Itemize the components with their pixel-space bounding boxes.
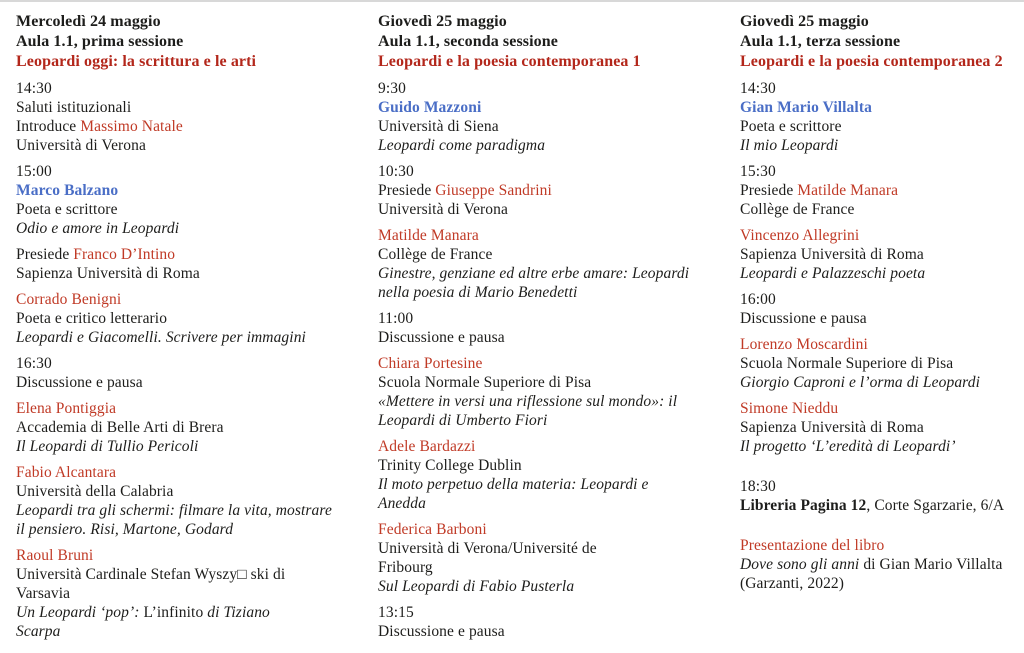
person-name: Giuseppe Sandrini (435, 182, 552, 199)
person-name: Massimo Natale (80, 118, 183, 135)
text-segment: Scuola Normale Superiore di Pisa (378, 374, 592, 391)
text-segment: L’infinito (143, 604, 204, 621)
program-line (378, 264, 708, 283)
program-line (16, 584, 346, 603)
program-block (16, 546, 346, 641)
program-block (16, 290, 346, 347)
text-segment: Trinity College Dublin (378, 457, 522, 474)
text-segment: Accademia di Belle Arti di Brera (16, 419, 224, 436)
text-segment: Leopardi di Umberto Fiori (378, 412, 548, 429)
program-column-2 (378, 12, 708, 648)
text-segment: Leopardi tra gli schermi: filmare la vita, mostrare (16, 502, 332, 519)
text-segment: Fribourg (378, 559, 433, 576)
text-segment: 15:30 (740, 163, 776, 180)
text-segment: Discussione e pausa (378, 623, 505, 640)
text-segment: Varsavia (16, 585, 71, 602)
program-line (740, 574, 1024, 593)
person-name: Simone Nieddu (740, 400, 839, 417)
text-segment: Ginestre, genziane ed altre erbe amare: Leopardi (378, 265, 690, 282)
program-line (378, 283, 708, 302)
text-segment: di Gian Mario Villalta (859, 556, 1003, 573)
program-line (16, 603, 346, 622)
person-name: Gian Mario Villalta (740, 99, 872, 116)
text-segment: Sapienza Università di Roma (740, 419, 924, 436)
column-header (16, 12, 346, 72)
program-line (16, 245, 346, 264)
program-line (16, 520, 346, 539)
program-line (378, 245, 708, 264)
text-segment: Dove sono gli anni (740, 556, 860, 573)
text-segment: Università Cardinale Stefan Wyszy□ ski di (16, 566, 286, 583)
program-line (16, 354, 346, 373)
person-name: Elena Pontiggia (16, 400, 117, 417)
text-segment: 18:30 (740, 478, 776, 495)
program-block (16, 463, 346, 539)
text-segment: Discussione e pausa (740, 310, 867, 327)
program-line (378, 373, 708, 392)
text-segment: Leopardi e Giacomelli. Scrivere per immagini (16, 329, 306, 346)
person-name: Marco Balzano (16, 182, 119, 199)
program-line (378, 226, 708, 245)
program-line (740, 555, 1024, 574)
program-line (740, 181, 1024, 200)
text-segment: (Garzanti, 2022) (740, 575, 845, 592)
column-room: Aula 1.1, prima sessione (16, 33, 184, 50)
program-block (740, 536, 1024, 593)
text-segment: 16:00 (740, 291, 776, 308)
program-line (740, 264, 1024, 283)
program-block (740, 162, 1024, 219)
program-line (740, 245, 1024, 264)
text-segment: 15:00 (16, 163, 52, 180)
program-line (378, 475, 708, 494)
text-segment: Introduce (16, 118, 81, 135)
program-line (378, 181, 708, 200)
column-date: Giovedì 25 maggio (378, 13, 507, 30)
program-column-3 (740, 12, 1024, 600)
person-name: Matilde Manara (797, 182, 899, 199)
program-block (16, 354, 346, 392)
program-line (16, 565, 346, 584)
program-line (16, 264, 346, 283)
program-line (378, 558, 708, 577)
program-line (16, 98, 346, 117)
program-line (378, 520, 708, 539)
program-line (16, 79, 346, 98)
text-segment: di Tiziano (203, 604, 270, 621)
person-name: Chiara Portesine (378, 355, 483, 372)
program-line (740, 437, 1024, 456)
person-name: Franco D’Intino (73, 246, 176, 263)
text-segment: Università di Verona/Université de (378, 540, 597, 557)
program-line (740, 354, 1024, 373)
person-name: Federica Barboni (378, 521, 487, 538)
program-line (378, 539, 708, 558)
text-segment: Anedda (378, 495, 426, 512)
program-line (740, 162, 1024, 181)
program-line (378, 309, 708, 328)
program-line (740, 418, 1024, 437)
text-segment: 14:30 (16, 80, 52, 97)
program-block (16, 399, 346, 456)
program-line (16, 309, 346, 328)
column-session-title: Leopardi e la poesia contemporanea 2 (740, 53, 1003, 70)
program-line (378, 79, 708, 98)
program-line (378, 354, 708, 373)
text-segment: Poeta e critico letterario (16, 310, 168, 327)
program-line (16, 136, 346, 155)
column-session-title: Leopardi e la poesia contemporanea 1 (378, 53, 641, 70)
program-line (16, 181, 346, 200)
program-block (740, 79, 1024, 155)
program-line (378, 98, 708, 117)
program-block (740, 290, 1024, 328)
program-line (16, 399, 346, 418)
program-line (16, 117, 346, 136)
program-line (16, 328, 346, 347)
program-block (16, 79, 346, 155)
text-segment: il pensiero. Risi, Martone, Godard (16, 521, 234, 538)
text-segment: 9:30 (378, 80, 406, 97)
column-date: Mercoledì 24 maggio (16, 13, 161, 30)
person-name: Corrado Benigni (16, 291, 122, 308)
person-name: Vincenzo Allegrini (740, 227, 860, 244)
program-block (378, 520, 708, 596)
text-segment: Sapienza Università di Roma (740, 246, 924, 263)
program-block (378, 162, 708, 219)
program-line (378, 136, 708, 155)
text-segment: Leopardi come paradigma (378, 137, 546, 154)
program-line (740, 226, 1024, 245)
program-line (16, 501, 346, 520)
program-line (16, 437, 346, 456)
program-line (740, 117, 1024, 136)
program-line (740, 399, 1024, 418)
program-block (378, 354, 708, 430)
program-line (378, 411, 708, 430)
program-line (378, 494, 708, 513)
text-segment: Odio e amore in Leopardi (16, 220, 180, 237)
person-name: Adele Bardazzi (378, 438, 476, 455)
program-line (740, 136, 1024, 155)
program-line (740, 290, 1024, 309)
program-line (378, 392, 708, 411)
text-segment: 16:30 (16, 355, 52, 372)
program-block (16, 245, 346, 283)
program-line (378, 162, 708, 181)
program-line (378, 437, 708, 456)
text-segment: 10:30 (378, 163, 414, 180)
column-room: Aula 1.1, terza sessione (740, 33, 901, 50)
program-line (740, 309, 1024, 328)
program-block (378, 437, 708, 513)
text-segment: Un Leopardi ‘pop’: (16, 604, 144, 621)
program-line (16, 200, 346, 219)
program-line (740, 536, 1024, 555)
program-line (16, 162, 346, 181)
person-name: Guido Mazzoni (378, 99, 482, 116)
program-line (16, 219, 346, 238)
column-room: Aula 1.1, seconda sessione (378, 33, 558, 50)
program-line (378, 200, 708, 219)
column-header (740, 12, 1024, 72)
program-line (16, 546, 346, 565)
program-line (740, 477, 1024, 496)
text-segment: Discussione e pausa (378, 329, 505, 346)
text-segment: 13:15 (378, 604, 414, 621)
text-segment: Scuola Normale Superiore di Pisa (740, 355, 954, 372)
program-line (16, 418, 346, 437)
text-segment: , Corte Sgarzarie, 6/A (866, 497, 1005, 514)
program-block (740, 226, 1024, 283)
program-block (378, 226, 708, 302)
text-segment: Università di Verona (16, 137, 146, 154)
text-segment: «Mettere in versi una riflessione sul mondo»: il (378, 393, 678, 410)
program-line (378, 622, 708, 641)
program-line (378, 456, 708, 475)
text-segment: Il mio Leopardi (740, 137, 839, 154)
text-segment: Leopardi e Palazzeschi poeta (740, 265, 926, 282)
text-segment: Università di Siena (378, 118, 499, 135)
program-block (740, 477, 1024, 515)
program-column-1 (16, 12, 346, 648)
program-block (16, 162, 346, 238)
text-segment: Presiede (378, 182, 436, 199)
program-block (740, 399, 1024, 456)
text-segment: Presiede (16, 246, 74, 263)
text-segment: Saluti istituzionali (16, 99, 132, 116)
program-line (378, 328, 708, 347)
program-line (16, 290, 346, 309)
text-segment: Il moto perpetuo della materia: Leopardi e (378, 476, 649, 493)
person-name: Fabio Alcantara (16, 464, 117, 481)
text-segment: Università della Calabria (16, 483, 174, 500)
text-segment: Sul Leopardi di Fabio Pusterla (378, 578, 575, 595)
program-line (378, 577, 708, 596)
program-line (16, 373, 346, 392)
program-line (740, 98, 1024, 117)
program-line (16, 622, 346, 641)
column-header (378, 12, 708, 72)
program-line (740, 200, 1024, 219)
program-line (740, 335, 1024, 354)
text-segment: Il Leopardi di Tullio Pericoli (16, 438, 199, 455)
person-name: Matilde Manara (378, 227, 479, 244)
person-name: Presentazione del libro (740, 537, 885, 554)
text-segment: Libreria Pagina 12 (740, 497, 867, 514)
program-line (16, 463, 346, 482)
column-session-title: Leopardi oggi: la scrittura e le arti (16, 53, 257, 70)
program-block (378, 603, 708, 641)
text-segment: Collège de France (740, 201, 855, 218)
program-block (378, 309, 708, 347)
text-segment: Sapienza Università di Roma (16, 265, 200, 282)
program-line (378, 603, 708, 622)
text-segment: Il progetto ‘L’eredità di Leopardi’ (740, 438, 956, 455)
program-line (740, 373, 1024, 392)
program-line (740, 496, 1024, 515)
program-block (740, 335, 1024, 392)
text-segment: 11:00 (378, 310, 414, 327)
text-segment: Presiede (740, 182, 798, 199)
program-line (740, 79, 1024, 98)
program-columns (16, 12, 1014, 648)
text-segment: Università di Verona (378, 201, 508, 218)
program-block (378, 79, 708, 155)
person-name: Lorenzo Moscardini (740, 336, 868, 353)
person-name: Raoul Bruni (16, 547, 94, 564)
text-segment: Scarpa (16, 623, 61, 640)
text-segment: Giorgio Caproni e l’orma di Leopardi (740, 374, 980, 391)
program-line (378, 117, 708, 136)
column-date: Giovedì 25 maggio (740, 13, 869, 30)
text-segment: Collège de France (378, 246, 493, 263)
text-segment: Poeta e scrittore (16, 201, 118, 218)
text-segment: nella poesia di Mario Benedetti (378, 284, 578, 301)
text-segment: Poeta e scrittore (740, 118, 842, 135)
text-segment: Discussione e pausa (16, 374, 143, 391)
program-line (16, 482, 346, 501)
text-segment: 14:30 (740, 80, 776, 97)
